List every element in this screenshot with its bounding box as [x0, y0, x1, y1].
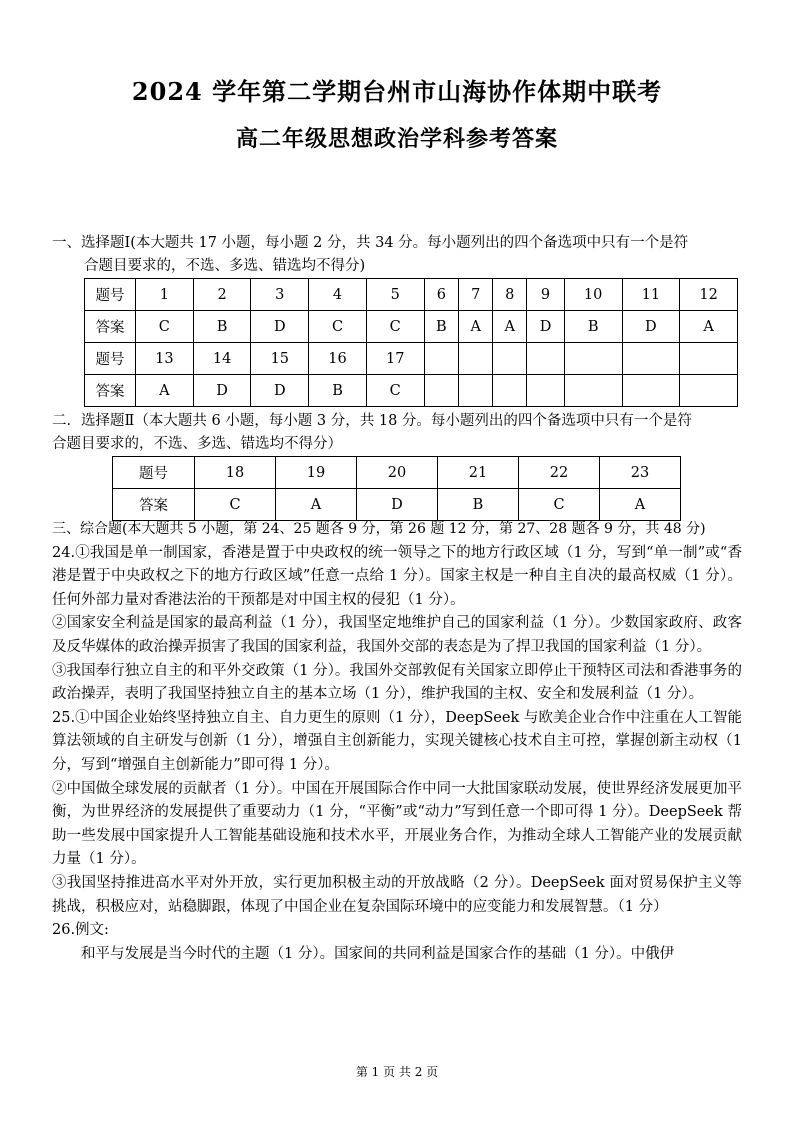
- question-number: [564, 343, 622, 375]
- row-label: 答案: [85, 311, 136, 343]
- question-number: 10: [564, 279, 622, 311]
- section1-line2: 合题目要求的，不选、多选、错选均不得分): [84, 258, 366, 274]
- question-number: [527, 343, 565, 375]
- section1-heading: [52, 232, 752, 278]
- q25-point-2: ②中国做全球发展的贡献者（1 分）。中国在开展国际合作中同一大批国家联动发展，使世界经济发展更加平衡，为世界经济的发展提供了重要动力（1 分，“平衡”或“动力”写到任意一个即可得 1 分）。DeepSeek 帮助一些发展中国家提升人工智能基础设施和技术水平，开展业务合作，为推动全球人工智能产业的发展贡献力量（1 分）。: [52, 780, 742, 868]
- answer-cell: [527, 375, 565, 407]
- table-row: [113, 457, 681, 489]
- question-number: 8: [493, 279, 527, 311]
- q25-point-3: ③我国坚持推进高水平对外开放，实行更加积极主动的开放战略（2 分）。DeepSeek 面对贸易保护主义等挑战，积极应对，站稳脚跟，体现了中国企业在复杂国际环境中的应变能力和发展智慧。（1 分）: [52, 874, 742, 915]
- answer-cell: [459, 375, 493, 407]
- answer-cell: B: [193, 311, 251, 343]
- question-number: 9: [527, 279, 565, 311]
- question-number: [622, 343, 680, 375]
- answer-cell: C: [366, 375, 424, 407]
- answer-cell: C: [136, 311, 194, 343]
- question-number: 12: [680, 279, 738, 311]
- q25-point-1: 25.①中国企业始终坚持独立自主、自力更生的原则（1 分），DeepSeek 与欧美企业合作中注重在人工智能算法领域的自主研发与创新（1 分），增强自主创新能力，实现关键核心技术自主可控，掌握创新主动权（1 分，写到“增强自主创新能力”即可得 1 分）。: [52, 709, 742, 773]
- answer-cell: A: [680, 311, 738, 343]
- answer-cell: B: [309, 375, 367, 407]
- answer-cell: [622, 375, 680, 407]
- answer-cell: B: [424, 311, 459, 343]
- answer-cell: C: [309, 311, 367, 343]
- question-number: [424, 343, 459, 375]
- question-number: 16: [309, 343, 367, 375]
- answer-cell: D: [251, 375, 309, 407]
- row-label: 答案: [85, 375, 136, 407]
- row-label: 答案: [113, 489, 195, 521]
- q26-label: 26.例文:: [52, 922, 109, 939]
- section1-answer-table: [84, 278, 738, 407]
- question-number: 3: [251, 279, 309, 311]
- table-row: [85, 375, 738, 407]
- answer-cell: D: [193, 375, 251, 407]
- section2-line1: 二．选择题Ⅱ（本大题共 6 小题，每小题 3 分，共 18 分。每小题列出的四个备选项中只有一个是符: [52, 413, 692, 429]
- section3-body: [52, 518, 742, 966]
- question-number: 18: [195, 457, 276, 489]
- answer-cell: D: [251, 311, 309, 343]
- question-number: 6: [424, 279, 459, 311]
- question-number: 1: [136, 279, 194, 311]
- answer-cell: [680, 375, 738, 407]
- answer-cell: A: [459, 311, 493, 343]
- answer-cell: [564, 375, 622, 407]
- answer-cell: D: [622, 311, 680, 343]
- answer-cell: B: [564, 311, 622, 343]
- question-number: 13: [136, 343, 194, 375]
- answer-cell: A: [493, 311, 527, 343]
- answer-cell: A: [136, 375, 194, 407]
- question-number: [680, 343, 738, 375]
- question-number: 22: [519, 457, 600, 489]
- question-number: 21: [438, 457, 519, 489]
- section2-line2: 合题目要求的，不选、多选、错选均不得分）: [52, 436, 342, 452]
- answer-cell: A: [276, 489, 357, 521]
- question-number: [459, 343, 493, 375]
- question-number: 23: [600, 457, 681, 489]
- answer-cell: B: [438, 489, 519, 521]
- question-number: 17: [366, 343, 424, 375]
- question-number: 4: [309, 279, 367, 311]
- q24-point-2: ②国家安全利益是国家的最高利益（1 分），我国坚定地维护自己的国家利益（1 分）。少数国家政府、政客及反华媒体的政治操弄损害了我国的国家利益，我国外交部的表态是为了捍卫我国的国家利益（1 分）。: [52, 615, 742, 655]
- question-number: 11: [622, 279, 680, 311]
- section1-line1: 一、选择题Ⅰ(本大题共 17 小题，每小题 2 分，共 34 分。每小题列出的四个备选项中只有一个是符: [52, 235, 689, 251]
- section3-heading: 三、综合题(本大题共 5 小题，第 24、25 题各 9 分，第 26 题 12 分，第 27、28 题各 9 分，共 48 分): [52, 521, 706, 537]
- question-number: 19: [276, 457, 357, 489]
- question-number: 14: [193, 343, 251, 375]
- question-number: 15: [251, 343, 309, 375]
- page-footer: 第 1 页 共 2 页: [355, 1065, 439, 1079]
- answer-cell: [424, 375, 459, 407]
- table-row: [113, 489, 681, 521]
- question-number: 20: [357, 457, 438, 489]
- table-row: [85, 311, 738, 343]
- question-number: 7: [459, 279, 493, 311]
- answer-cell: C: [519, 489, 600, 521]
- exam-title: 2024 学年第二学期台州市山海协作体期中联考: [131, 77, 663, 106]
- section2-answer-table: [112, 456, 681, 521]
- question-number: [493, 343, 527, 375]
- q24-point-1: 24.①我国是单一制国家，香港是置于中央政权的统一领导之下的地方行政区域（1 分，写到“单一制”或“香港是置于中央政权之下的地方行政区域”任意一点给 1 分）。国家主权是一种自主自决的最高权威（1 分）。任何外部力量对香港法治的干预都是对中国主权的侵犯（1 分）。: [52, 544, 742, 608]
- table-row: [85, 279, 738, 311]
- answer-cell: C: [366, 311, 424, 343]
- q26-text: 和平与发展是当今时代的主题（1 分）。国家间的共同利益是国家合作的基础（1 分）。中俄伊: [81, 945, 675, 962]
- section2-heading: [52, 410, 752, 456]
- row-label: 题号: [113, 457, 195, 489]
- answer-cell: A: [600, 489, 681, 521]
- answer-cell: C: [195, 489, 276, 521]
- row-label: 题号: [85, 279, 136, 311]
- table-row: [85, 343, 738, 375]
- question-number: 2: [193, 279, 251, 311]
- q24-point-3: ③我国奉行独立自主的和平外交政策（1 分）。我国外交部敦促有关国家立即停止干预特区司法和香港事务的政治操弄，表明了我国坚持独立自主的基本立场（1 分），维护我国的主权、安全和发展利益（1 分）。: [52, 662, 742, 703]
- question-number: 5: [366, 279, 424, 311]
- answer-cell: [493, 375, 527, 407]
- row-label: 题号: [85, 343, 136, 375]
- answer-key-subtitle: 高二年级思想政治学科参考答案: [235, 126, 558, 152]
- answer-cell: D: [357, 489, 438, 521]
- answer-cell: D: [527, 311, 565, 343]
